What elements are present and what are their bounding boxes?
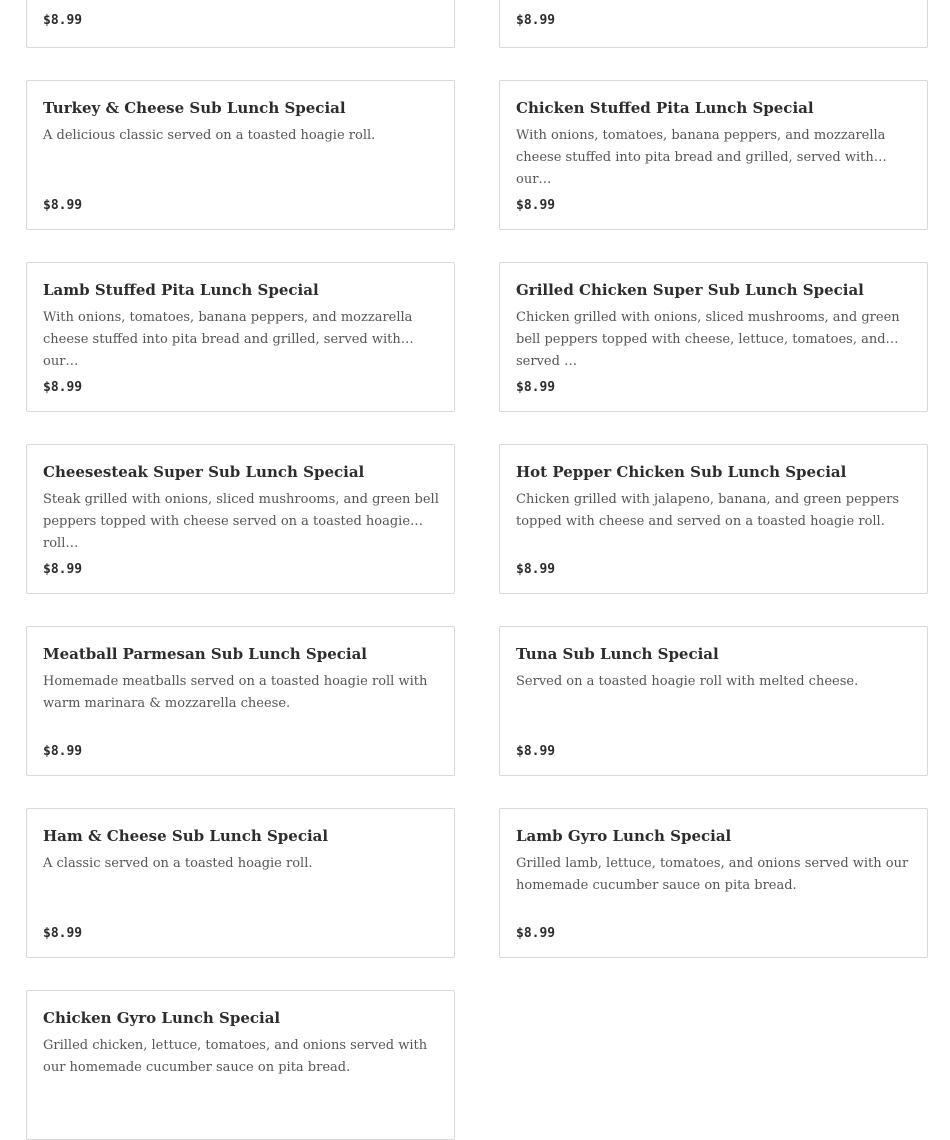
- menu-item-card[interactable]: [26, 0, 455, 48]
- menu-item-card[interactable]: [499, 0, 928, 48]
- menu-item-card[interactable]: [26, 990, 455, 1140]
- menu-item-card[interactable]: [26, 262, 455, 412]
- item-description: Homemade meatballs served on a toasted hoagie roll with warm marinara & mozzarella cheese.: [43, 674, 428, 711]
- item-title: Lamb Stuffed Pita Lunch Special: [43, 281, 319, 299]
- item-price: $8.99: [43, 198, 83, 213]
- menu-item-card[interactable]: [26, 626, 455, 776]
- item-title: Ham & Cheese Sub Lunch Special: [43, 827, 329, 845]
- item-description: Chicken grilled with jalapeno, banana, and green peppers topped with cheese and served on a toasted hoagie roll.: [516, 492, 899, 529]
- item-title: Chicken Stuffed Pita Lunch Special: [516, 99, 814, 117]
- item-description: With onions, tomatoes, banana peppers, and mozzarella cheese stuffed into pita bread and grilled, served with our…: [516, 128, 886, 187]
- item-description: Steak grilled with onions, sliced mushrooms, and green bell peppers topped with cheese served on a toasted hoagie roll…: [43, 492, 439, 551]
- menu-item-card[interactable]: [499, 262, 928, 412]
- item-price: $8.99: [516, 13, 556, 28]
- menu-item-card[interactable]: [26, 808, 455, 958]
- item-title: Meatball Parmesan Sub Lunch Special: [43, 645, 368, 663]
- menu-item-card[interactable]: [499, 80, 928, 230]
- item-title: Cheesesteak Super Sub Lunch Special: [43, 463, 365, 481]
- menu-item-card[interactable]: [499, 626, 928, 776]
- item-price: $8.99: [43, 380, 83, 395]
- item-price: $8.99: [516, 380, 556, 395]
- item-description: Grilled lamb, lettuce, tomatoes, and onions served with our homemade cucumber sauce on pita bread.: [516, 856, 909, 893]
- menu-item-card[interactable]: [26, 80, 455, 230]
- item-price: $8.99: [43, 13, 83, 28]
- item-title: Hot Pepper Chicken Sub Lunch Special: [516, 463, 847, 481]
- item-description: With onions, tomatoes, banana peppers, and mozzarella cheese stuffed into pita bread and grilled, served with our…: [43, 310, 413, 369]
- item-price: $8.99: [516, 744, 556, 759]
- item-description: A classic served on a toasted hoagie roll.: [43, 856, 313, 871]
- item-title: Turkey & Cheese Sub Lunch Special: [43, 99, 346, 117]
- menu-item-card[interactable]: [499, 808, 928, 958]
- item-price: $8.99: [43, 744, 83, 759]
- item-title: Grilled Chicken Super Sub Lunch Special: [516, 281, 864, 299]
- item-description: Served on a toasted hoagie roll with melted cheese.: [516, 674, 859, 689]
- item-price: $8.99: [516, 926, 556, 941]
- item-title: Tuna Sub Lunch Special: [516, 645, 719, 663]
- item-description: Chicken grilled with onions, sliced mushrooms, and green bell peppers topped with cheese, lettuce, tomatoes, and served …: [516, 310, 900, 369]
- item-title: Chicken Gyro Lunch Special: [43, 1009, 281, 1027]
- item-description: A delicious classic served on a toasted hoagie roll.: [43, 128, 376, 143]
- item-title: Lamb Gyro Lunch Special: [516, 827, 732, 845]
- menu-item-card[interactable]: [499, 444, 928, 594]
- item-price: $8.99: [516, 562, 556, 577]
- item-price: $8.99: [516, 198, 556, 213]
- item-description: Grilled chicken, lettuce, tomatoes, and onions served with our homemade cucumber sauce on pita bread.: [43, 1038, 428, 1075]
- menu-item-card[interactable]: [26, 444, 455, 594]
- item-price: $8.99: [43, 926, 83, 941]
- item-price: $8.99: [43, 562, 83, 577]
